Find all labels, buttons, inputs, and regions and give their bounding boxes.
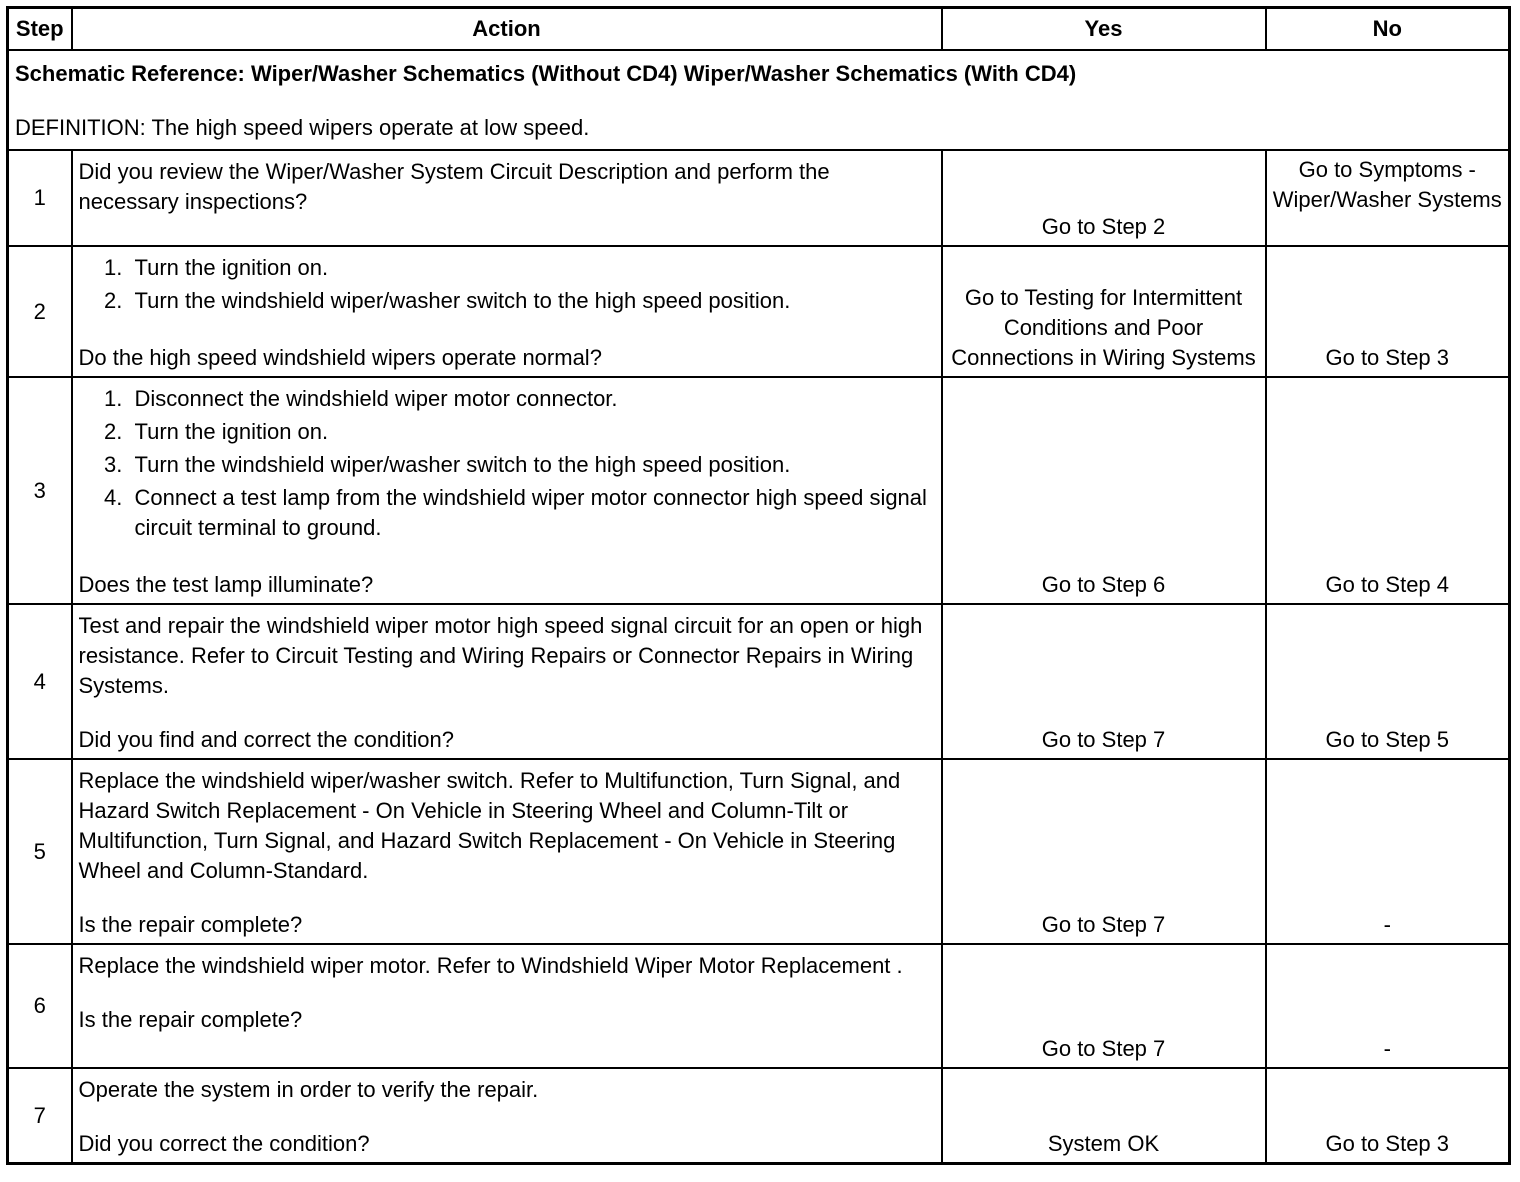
- list-item: 3. Turn the windshield wiper/washer switch to the high speed position.: [129, 450, 935, 480]
- no-cell: Go to Step 5: [1266, 604, 1510, 759]
- yes-cell: Go to Step 2: [942, 150, 1266, 246]
- yes-cell: Go to Step 7: [942, 759, 1266, 944]
- diagnostic-table: [6, 6, 1511, 1165]
- action-question: Is the repair complete?: [78, 912, 303, 937]
- action-question: Did you find and correct the condition?: [78, 727, 454, 752]
- list-item: 1. Disconnect the windshield wiper motor connector.: [129, 384, 935, 414]
- no-cell: Go to Symptoms - Wiper/Washer Systems: [1266, 150, 1510, 246]
- yes-cell: System OK: [942, 1068, 1266, 1164]
- header-yes: Yes: [942, 8, 1266, 51]
- table-row: [8, 1068, 1510, 1164]
- no-cell: Go to Step 3: [1266, 246, 1510, 377]
- action-list: [79, 384, 935, 543]
- schematic-reference: Schematic Reference: Wiper/Washer Schematics (Without CD4) Wiper/Washer Schematics (With CD4): [15, 61, 1077, 86]
- header-step: Step: [8, 8, 72, 51]
- action-question: Does the test lamp illuminate?: [78, 572, 374, 597]
- list-item: 4. Connect a test lamp from the windshield wiper motor connector high speed signal circuit terminal to ground.: [129, 483, 935, 543]
- action-cell: [72, 604, 942, 759]
- action-text: Operate the system in order to verify the repair.: [78, 1077, 539, 1102]
- step-number: 7: [8, 1068, 72, 1164]
- action-text: Replace the windshield wiper motor. Refer to Windshield Wiper Motor Replacement .: [78, 953, 903, 978]
- table-row: [8, 944, 1510, 1068]
- yes-cell: Go to Testing for Intermittent Conditions and Poor Connections in Wiring Systems: [942, 246, 1266, 377]
- step-number: 6: [8, 944, 72, 1068]
- table-row: [8, 377, 1510, 604]
- step-number: 4: [8, 604, 72, 759]
- table-row: [8, 246, 1510, 377]
- no-cell: Go to Step 4: [1266, 377, 1510, 604]
- action-cell: [72, 150, 942, 246]
- header-action: Action: [72, 8, 942, 51]
- yes-cell: Go to Step 7: [942, 944, 1266, 1068]
- intro-row: [8, 50, 1510, 150]
- step-number: 3: [8, 377, 72, 604]
- header-row: [8, 8, 1510, 51]
- step-number: 2: [8, 246, 72, 377]
- action-text: Did you review the Wiper/Washer System Circuit Description and perform the necessary inspections?: [78, 159, 830, 214]
- action-list: [79, 253, 935, 316]
- table-row: [8, 604, 1510, 759]
- action-question: Is the repair complete?: [78, 1007, 303, 1032]
- action-cell: [72, 246, 942, 377]
- no-cell: Go to Step 3: [1266, 1068, 1510, 1164]
- step-number: 5: [8, 759, 72, 944]
- table-row: [8, 150, 1510, 246]
- definition-text: DEFINITION: The high speed wipers operate at low speed.: [15, 115, 590, 140]
- list-item: 1. Turn the ignition on.: [129, 253, 935, 283]
- no-cell: -: [1266, 944, 1510, 1068]
- table-row: [8, 759, 1510, 944]
- action-cell: [72, 944, 942, 1068]
- action-question: Do the high speed windshield wipers operate normal?: [78, 345, 602, 370]
- intro-cell: [8, 50, 1510, 150]
- yes-cell: Go to Step 7: [942, 604, 1266, 759]
- action-text: Replace the windshield wiper/washer switch. Refer to Multifunction, Turn Signal, and Hazard Switch Replacement - On Vehicle in Steering Wheel and Column-Tilt or Multifunction, Turn Signal, and Hazard Switch Replacement - On Vehicle in Steering Wheel and Column-Standard.: [78, 768, 901, 883]
- action-cell: [72, 377, 942, 604]
- no-cell: -: [1266, 759, 1510, 944]
- header-no: No: [1266, 8, 1510, 51]
- action-cell: [72, 1068, 942, 1164]
- action-cell: [72, 759, 942, 944]
- list-item: 2. Turn the ignition on.: [129, 417, 935, 447]
- action-text: Test and repair the windshield wiper motor high speed signal circuit for an open or high resistance. Refer to Circuit Testing and Wiring Repairs or Connector Repairs in Wiring Systems.: [78, 613, 923, 698]
- yes-cell: Go to Step 6: [942, 377, 1266, 604]
- step-number: 1: [8, 150, 72, 246]
- action-question: Did you correct the condition?: [78, 1131, 370, 1156]
- list-item: 2. Turn the windshield wiper/washer switch to the high speed position.: [129, 286, 935, 316]
